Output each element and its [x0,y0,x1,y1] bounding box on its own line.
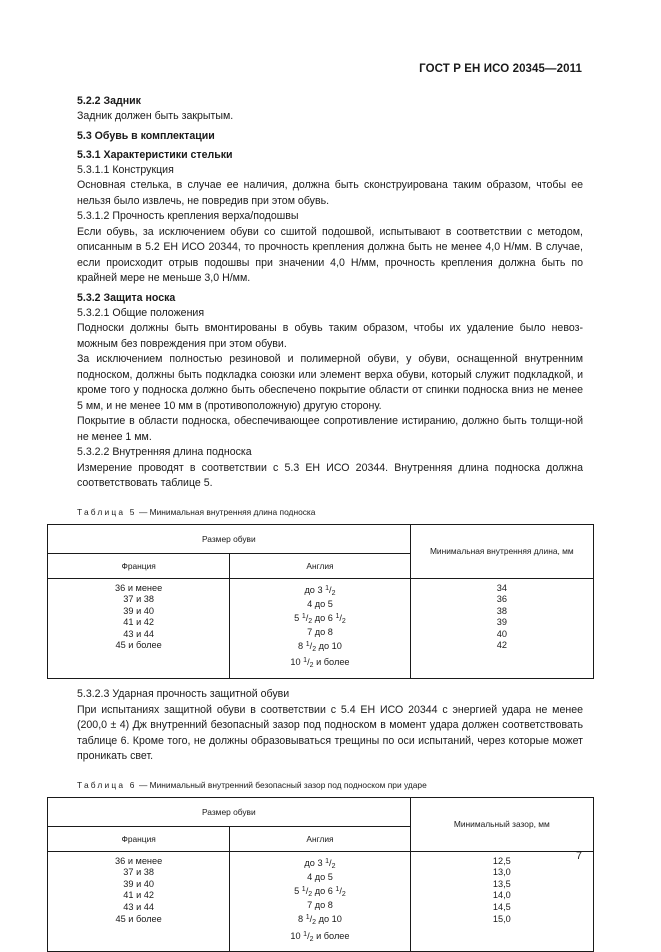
table-row: 45 и более [115,640,162,651]
table-6-col-value [410,851,593,952]
table-row: 39 и 40 [123,605,154,616]
table-6-caption: Таблица 6 — Минимальный внутренний безопасный зазор под подноском при ударе [77,779,427,790]
table-row: 8 $^1/_2$ до 10 [298,640,342,653]
table-row: 36 и менее [115,855,163,866]
table-5-header-france: Франция [48,553,230,578]
table-row: 5 $^1/_2$ до 6 $^1/_2$ [294,885,346,898]
table-5 [47,524,594,680]
table-6-header-england: Англия [230,826,410,851]
table-row: 45 и более [115,913,162,924]
table-row: 37 и 38 [123,867,154,878]
section-5-3-1-2-title: 5.3.1.2 Прочность крепления верха/подошвы [77,210,299,222]
section-5-3-2-1-para-3: Покрытие в области подноска, обеспечивающее сопротивление истиранию, должно быть толщи-ной не менее 1 мм. [77,415,583,443]
table-row: 13,5 [492,878,511,889]
table-6-col-france [48,851,230,952]
section-5-3-1-title: 5.3.1 Характеристики стельки [77,148,233,161]
table-row: 41 и 42 [123,890,154,901]
table-6-header-france: Франция [48,826,230,851]
section-5-2-2-text: Задник должен быть закрытым. [77,110,234,122]
table-row: 10 $^1/_2$ и более [290,657,350,670]
page-number: 7 [575,850,582,862]
table-row: 5 $^1/_2$ до 6 $^1/_2$ [294,612,346,625]
document-header: ГОСТ Р ЕН ИСО 20345—2011 [419,63,582,75]
table-row: 43 и 44 [123,901,154,912]
table-row: 14,0 [492,890,511,901]
table-row: 15,0 [492,913,511,924]
section-5-3-2-3-title: 5.3.2.3 Ударная прочность защитной обуви [77,688,290,701]
table-6-header-size: Размер обуви [48,797,411,826]
table-row: 42 [496,640,507,651]
table-row: 7 до 8 [307,900,333,911]
section-5-3-2-1-title: 5.3.2.1 Общие положения [77,306,205,319]
section-5-2-2-title: 5.2.2 Задник [77,95,141,107]
table-row: 40 [496,628,507,639]
table-row: 36 и менее [115,582,163,593]
table-row: 34 [496,582,507,593]
table-5-header-size: Размер обуви [48,524,411,553]
table-row: 4 до 5 [307,599,333,610]
section-5-3-1-1-text: Основная стелька, в случае ее наличия, должна быть сконструирована таким образом, чтобы ее нельзя было извлечь, не повредив при этом обувь. [77,179,583,207]
section-5-3-1-2-text: Если обувь, за исключением обуви со сшитой подошвой, испытывают в соответствии с методом, описанным в 5.2 ЕН ИСО 20344, то прочность крепления должна быть не менее 4,0 Н/мм. В случае, если происходит отрыв подошвы при значении 4,0 Н/мм, прочность крепления должна быть по крайней мере не меньше 3,0 Н/мм. [77,225,583,284]
section-5-3-1-1-title: 5.3.1.1 Конструкция [77,163,174,176]
section-5-3-2-1-para-2: За исключением полностью резиновой и полимерной обуви, у обуви, оснащенной внутренним подноском, должны быть подкладка союзки или элемент верха обуви, который служит подкладкой, и кроме того у подноска должно быть обеспечено покрытие области от спинки подноска вниз не менее 5 мм, и не менее 10 мм в (противоположную) другую сторону. [77,353,583,412]
table-row: 37 и 38 [123,594,154,605]
table-5-col-value [410,578,593,679]
table-5-col-france [48,578,230,679]
table-row: 12,5 [492,855,511,866]
section-5-3-2-1-para-1: Подноски должны быть вмонтированы в обувь таким образом, чтобы их удаление было невоз-можным без повреждения при этом обуви. [77,322,583,350]
table-5-header-england: Англия [230,553,410,578]
table-6-header-value: Минимальный зазор, мм [410,797,593,851]
table-row: 7 до 8 [307,627,333,638]
table-row: 36 [496,594,507,605]
page-content [77,94,583,952]
table-row: 8 $^1/_2$ до 10 [298,913,342,926]
table-6-col-england [230,851,410,952]
table-row: 10 $^1/_2$ и более [290,930,350,943]
table-row: 13,0 [492,867,511,878]
table-row: 43 и 44 [123,628,154,639]
table-row: 39 и 40 [123,878,154,889]
table-5-col-england [230,578,410,679]
table-5-caption: Таблица 5 — Минимальная внутренняя длина подноска [77,506,316,517]
table-row: 39 [496,617,507,628]
section-5-3-2-3-text: При испытаниях защитной обуви в соответствии с 5.4 ЕН ИСО 20344 с энергией удара не менее (200,0 ± 4) Дж внутренний безопасный зазор под подноском в момент удара должен соответствовать таблице 6. Кроме того, не должны образовываться трещины по оси испытаний, через которые может проникать свет. [77,703,583,763]
section-5-3-title: 5.3 Обувь в комплектации [77,129,215,142]
section-5-3-2-2-text: Измерение проводят в соответствии с 5.3 ЕН ИСО 20344. Внутренняя длина подноска должна соответствовать таблице 5. [77,461,583,489]
table-row: 14,5 [492,901,511,912]
table-row: 4 до 5 [307,872,333,883]
table-6 [47,797,594,952]
table-row: 41 и 42 [123,617,154,628]
table-5-header-value: Минимальная внутренняя длина, мм [410,524,593,578]
table-row: до 3 $^1/_2$ [304,584,336,597]
table-row: 38 [496,605,507,616]
table-row: до 3 $^1/_2$ [304,857,336,870]
section-5-3-2-2-title: 5.3.2.2 Внутренняя длина подноска [77,446,252,458]
section-5-3-2-title: 5.3.2 Защита носка [77,291,176,304]
